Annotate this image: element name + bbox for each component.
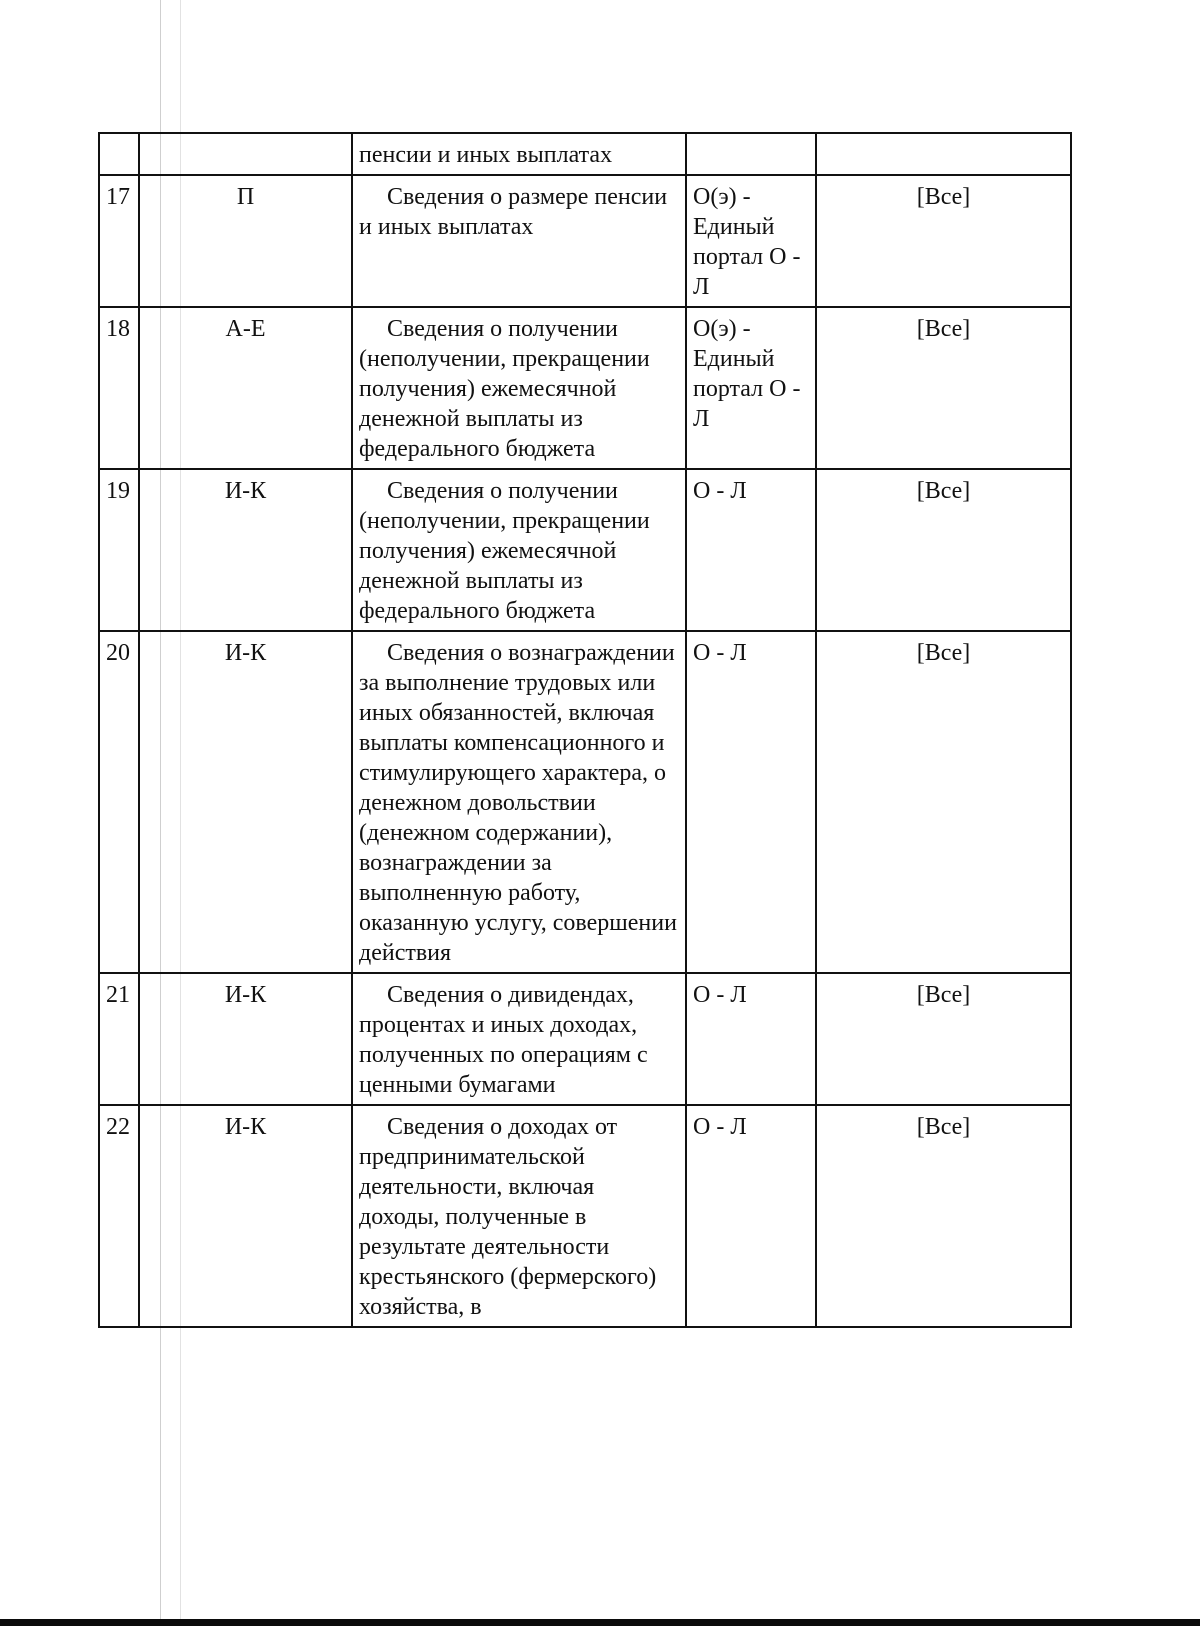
row-source: О - Л: [686, 1105, 816, 1327]
row-description: пенсии и иных выплатах: [352, 133, 686, 175]
row-description-cell: [352, 469, 686, 631]
row-source: О(э) - Единый портал О - Л: [686, 307, 816, 469]
row-code: И-К: [139, 973, 352, 1105]
row-description: Сведения о вознаграждении за выполнение трудовых или иных обязанностей, включая выплаты компенсационного и стимулирующего характера, о денежном довольствии (денежном содержании), вознаграждении за выполненную работу, оказанную услугу, совершении действия: [359, 640, 677, 966]
row-number: 21: [99, 973, 139, 1105]
table-row: [99, 175, 1071, 307]
document-table: [98, 132, 1072, 1328]
row-scope: [Все]: [816, 307, 1071, 469]
row-description-cell: [352, 1105, 686, 1327]
table-row: [99, 631, 1071, 973]
row-source: О - Л: [686, 973, 816, 1105]
row-description-cell: [352, 175, 686, 307]
row-description: Сведения о получении (неполучении, прекращении получения) ежемесячной денежной выплаты из федерального бюджета: [359, 316, 650, 462]
row-description: Сведения о получении (неполучении, прекращении получения) ежемесячной денежной выплаты из федерального бюджета: [359, 478, 650, 624]
row-scope: [Все]: [816, 175, 1071, 307]
row-code: П: [139, 175, 352, 307]
row-description-cell: [352, 973, 686, 1105]
table-row: [99, 307, 1071, 469]
row-description: Сведения о доходах от предпринимательской деятельности, включая доходы, полученные в результате деятельности крестьянского (фермерского) хозяйства, в: [359, 1114, 657, 1320]
row-description: Сведения о размере пенсии и иных выплатах: [359, 184, 668, 240]
row-scope: [Все]: [816, 973, 1071, 1105]
table-row: [99, 469, 1071, 631]
table-row: [99, 973, 1071, 1105]
row-number: 22: [99, 1105, 139, 1327]
table-row: [99, 1105, 1071, 1327]
row-source: О - Л: [686, 631, 816, 973]
row-scope: [816, 133, 1071, 175]
row-description-cell: [352, 631, 686, 973]
row-number: 18: [99, 307, 139, 469]
row-scope: [Все]: [816, 631, 1071, 973]
row-number: 17: [99, 175, 139, 307]
row-code: И-К: [139, 631, 352, 973]
row-source: [686, 133, 816, 175]
row-number: 20: [99, 631, 139, 973]
table-row-continuation: [99, 133, 1071, 175]
row-code: И-К: [139, 469, 352, 631]
row-code: А-Е: [139, 307, 352, 469]
row-description: Сведения о дивидендах, процентах и иных доходах, полученных по операциям с ценными бумагами: [359, 982, 648, 1098]
row-code: И-К: [139, 1105, 352, 1327]
row-number: 19: [99, 469, 139, 631]
row-number: [99, 133, 139, 175]
row-code: [139, 133, 352, 175]
row-scope: [Все]: [816, 469, 1071, 631]
row-source: О(э) - Единый портал О - Л: [686, 175, 816, 307]
row-scope: [Все]: [816, 1105, 1071, 1327]
scan-bottom-edge: [0, 1619, 1200, 1626]
row-description-cell: [352, 307, 686, 469]
row-source: О - Л: [686, 469, 816, 631]
